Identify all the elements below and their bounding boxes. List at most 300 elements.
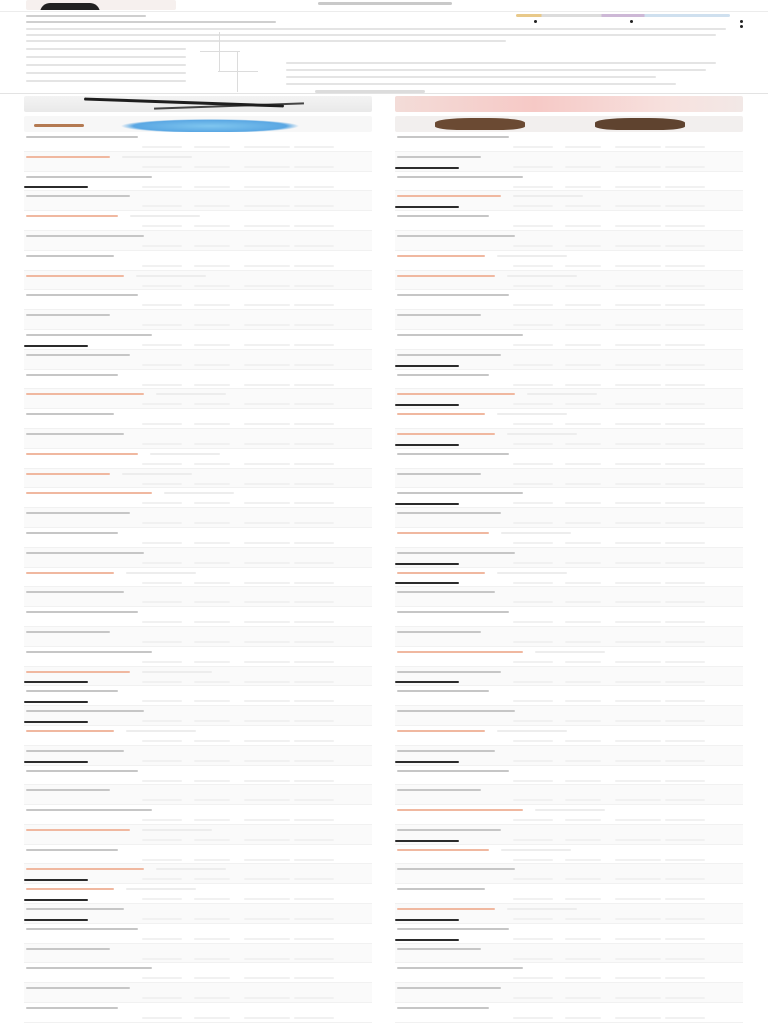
- row-cell: [615, 878, 661, 880]
- row-cell: [665, 997, 705, 999]
- list-row[interactable]: [395, 528, 743, 548]
- list-row[interactable]: [24, 845, 372, 865]
- row-cell: [513, 859, 553, 861]
- row-cell: [194, 740, 230, 742]
- header-tab-strip[interactable]: [315, 90, 425, 93]
- list-row[interactable]: [24, 409, 372, 429]
- row-cell: [244, 443, 290, 445]
- row-cell: [294, 205, 334, 207]
- list-row[interactable]: [24, 370, 372, 390]
- list-row[interactable]: [395, 568, 743, 588]
- header-text-line: [26, 40, 506, 42]
- row-cell: [294, 799, 334, 801]
- row-cell: [665, 443, 705, 445]
- row-cell: [142, 859, 182, 861]
- row-cell: [194, 146, 230, 148]
- marker-dot: [630, 20, 633, 23]
- row-cell: [142, 205, 182, 207]
- header-text-line: [26, 64, 186, 66]
- row-cell: [565, 324, 601, 326]
- row-label: [397, 591, 495, 593]
- row-cell: [142, 443, 182, 445]
- row-cell: [194, 839, 230, 841]
- row-detail: [535, 809, 605, 811]
- row-detail: [535, 651, 605, 653]
- row-cell: [665, 740, 705, 742]
- list-row[interactable]: [24, 884, 372, 904]
- row-cell: [565, 839, 601, 841]
- row-cell: [194, 977, 230, 979]
- row-cell: [615, 423, 661, 425]
- row-cell: [565, 285, 601, 287]
- list-row[interactable]: [24, 587, 372, 607]
- row-cell: [615, 205, 661, 207]
- row-cell: [194, 661, 230, 663]
- row-cell: [615, 285, 661, 287]
- list-row[interactable]: [395, 488, 743, 508]
- row-label: [26, 235, 144, 237]
- list-row[interactable]: [395, 429, 743, 449]
- list-row[interactable]: [395, 449, 743, 469]
- row-cell: [294, 364, 334, 366]
- row-cell: [244, 1017, 290, 1019]
- list-row[interactable]: [24, 726, 372, 746]
- row-detail: [527, 393, 597, 395]
- row-cell: [513, 205, 553, 207]
- list-row[interactable]: [395, 607, 743, 627]
- row-label: [26, 512, 130, 514]
- row-cell: [665, 304, 705, 306]
- row-cell: [244, 403, 290, 405]
- row-label: [397, 809, 523, 811]
- row-cell: [142, 720, 182, 722]
- list-row[interactable]: [24, 785, 372, 805]
- list-row[interactable]: [24, 667, 372, 687]
- row-label: [26, 176, 152, 178]
- row-cell: [513, 522, 553, 524]
- row-label: [397, 314, 481, 316]
- list-row[interactable]: [24, 746, 372, 766]
- row-label: [26, 1007, 118, 1009]
- list-row[interactable]: [24, 251, 372, 271]
- list-row[interactable]: [24, 825, 372, 845]
- row-cell: [142, 878, 182, 880]
- list-row[interactable]: [24, 924, 372, 944]
- list-row[interactable]: [395, 290, 743, 310]
- list-row[interactable]: [24, 449, 372, 469]
- list-row[interactable]: [395, 330, 743, 350]
- row-cell: [665, 799, 705, 801]
- row-cell: [665, 146, 705, 148]
- list-row[interactable]: [24, 152, 372, 172]
- header-color-strip: [516, 14, 730, 17]
- row-cell: [294, 938, 334, 940]
- list-row[interactable]: [24, 132, 372, 152]
- list-row[interactable]: [395, 409, 743, 429]
- list-row[interactable]: [395, 389, 743, 409]
- row-cell: [244, 364, 290, 366]
- row-cell: [665, 898, 705, 900]
- row-cell: [194, 898, 230, 900]
- row-cell: [665, 364, 705, 366]
- row-cell: [294, 958, 334, 960]
- row-cell: [565, 681, 601, 683]
- row-cell: [665, 562, 705, 564]
- row-cell: [142, 384, 182, 386]
- list-row[interactable]: [24, 864, 372, 884]
- row-label: [26, 195, 130, 197]
- row-label: [26, 671, 130, 673]
- row-cell: [565, 463, 601, 465]
- row-label: [26, 334, 152, 336]
- row-cell: [194, 601, 230, 603]
- row-cell: [615, 740, 661, 742]
- row-cell: [513, 621, 553, 623]
- list-row[interactable]: [24, 963, 372, 983]
- list-row[interactable]: [395, 667, 743, 687]
- row-cell: [565, 760, 601, 762]
- list-row[interactable]: [24, 607, 372, 627]
- right-column: [395, 96, 743, 1023]
- row-cell: [615, 364, 661, 366]
- row-cell: [194, 265, 230, 267]
- row-label: [26, 591, 124, 593]
- row-cell: [565, 186, 601, 188]
- row-cell: [244, 918, 290, 920]
- header-text-line: [26, 56, 186, 58]
- row-cell: [194, 166, 230, 168]
- list-row[interactable]: [24, 191, 372, 211]
- list-row[interactable]: [24, 172, 372, 192]
- list-row[interactable]: [395, 152, 743, 172]
- row-label: [26, 730, 114, 732]
- row-cell: [142, 502, 182, 504]
- row-cell: [142, 245, 182, 247]
- row-cell: [142, 958, 182, 960]
- row-cell: [565, 443, 601, 445]
- list-row[interactable]: [24, 548, 372, 568]
- list-row[interactable]: [395, 963, 743, 983]
- row-detail: [497, 255, 567, 257]
- list-row[interactable]: [395, 191, 743, 211]
- list-row[interactable]: [395, 172, 743, 192]
- header-text-line: [286, 83, 676, 85]
- top-bar-thumbnail[interactable]: [26, 0, 176, 10]
- row-cell: [615, 681, 661, 683]
- row-cell: [244, 700, 290, 702]
- row-label: [397, 334, 523, 336]
- header-text-line: [26, 34, 716, 36]
- list-row[interactable]: [24, 429, 372, 449]
- row-label: [26, 631, 110, 633]
- list-row[interactable]: [395, 211, 743, 231]
- row-cell: [513, 423, 553, 425]
- row-label: [26, 572, 114, 574]
- row-cell: [513, 681, 553, 683]
- row-cell: [565, 423, 601, 425]
- row-label: [26, 789, 110, 791]
- row-cell: [244, 898, 290, 900]
- row-underline: [24, 681, 88, 683]
- row-cell: [294, 859, 334, 861]
- row-cell: [665, 582, 705, 584]
- list-row[interactable]: [24, 706, 372, 726]
- row-label: [26, 928, 138, 930]
- list-row[interactable]: [24, 389, 372, 409]
- list-row[interactable]: [24, 627, 372, 647]
- row-cell: [294, 344, 334, 346]
- list-row[interactable]: [395, 766, 743, 786]
- list-row[interactable]: [395, 726, 743, 746]
- row-cell: [294, 324, 334, 326]
- row-cell: [244, 720, 290, 722]
- row-cell: [244, 245, 290, 247]
- row-cell: [513, 403, 553, 405]
- row-cell: [615, 661, 661, 663]
- left-column-image-top[interactable]: [24, 96, 372, 112]
- row-cell: [513, 760, 553, 762]
- row-cell: [142, 304, 182, 306]
- list-row[interactable]: [395, 350, 743, 370]
- row-detail: [126, 730, 196, 732]
- row-cell: [142, 601, 182, 603]
- row-cell: [142, 898, 182, 900]
- list-row[interactable]: [24, 766, 372, 786]
- row-cell: [565, 621, 601, 623]
- row-cell: [142, 542, 182, 544]
- row-label: [397, 374, 489, 376]
- list-row[interactable]: [395, 864, 743, 884]
- list-row[interactable]: [395, 785, 743, 805]
- row-cell: [615, 324, 661, 326]
- row-detail: [164, 492, 234, 494]
- list-row[interactable]: [24, 350, 372, 370]
- list-row[interactable]: [395, 884, 743, 904]
- row-cell: [615, 562, 661, 564]
- list-row[interactable]: [24, 231, 372, 251]
- row-cell: [294, 542, 334, 544]
- row-cell: [244, 839, 290, 841]
- row-cell: [294, 423, 334, 425]
- row-cell: [665, 621, 705, 623]
- row-label: [397, 136, 509, 138]
- row-cell: [565, 819, 601, 821]
- row-cell: [294, 483, 334, 485]
- list-row[interactable]: [395, 271, 743, 291]
- row-cell: [194, 681, 230, 683]
- row-cell: [142, 582, 182, 584]
- header-text-line: [26, 21, 276, 23]
- row-cell: [194, 186, 230, 188]
- row-detail: [507, 433, 577, 435]
- row-cell: [615, 1017, 661, 1019]
- row-cell: [244, 166, 290, 168]
- list-row[interactable]: [395, 310, 743, 330]
- row-cell: [513, 186, 553, 188]
- row-cell: [194, 938, 230, 940]
- list-row[interactable]: [24, 1003, 372, 1023]
- row-cell: [513, 601, 553, 603]
- row-cell: [565, 641, 601, 643]
- row-underline: [395, 681, 459, 683]
- row-cell: [194, 582, 230, 584]
- row-cell: [513, 265, 553, 267]
- row-label: [26, 948, 110, 950]
- list-row[interactable]: [24, 904, 372, 924]
- row-cell: [615, 304, 661, 306]
- row-cell: [244, 938, 290, 940]
- row-cell: [615, 225, 661, 227]
- row-label: [397, 987, 501, 989]
- row-underline: [395, 444, 459, 446]
- row-cell: [615, 601, 661, 603]
- row-cell: [665, 938, 705, 940]
- row-cell: [294, 898, 334, 900]
- list-row[interactable]: [395, 1003, 743, 1023]
- row-cell: [615, 443, 661, 445]
- row-cell: [244, 958, 290, 960]
- list-row[interactable]: [24, 271, 372, 291]
- row-cell: [244, 799, 290, 801]
- list-row[interactable]: [395, 370, 743, 390]
- row-cell: [665, 700, 705, 702]
- row-cell: [665, 324, 705, 326]
- row-cell: [244, 384, 290, 386]
- list-row[interactable]: [395, 647, 743, 667]
- header-text-line: [286, 69, 706, 71]
- row-cell: [565, 483, 601, 485]
- list-row[interactable]: [395, 904, 743, 924]
- row-label: [397, 176, 523, 178]
- row-detail: [142, 829, 212, 831]
- list-row[interactable]: [395, 627, 743, 647]
- row-cell: [294, 403, 334, 405]
- row-cell: [615, 502, 661, 504]
- row-cell: [513, 641, 553, 643]
- right-column-image-top[interactable]: [395, 96, 743, 112]
- list-row[interactable]: [395, 845, 743, 865]
- row-cell: [565, 245, 601, 247]
- right-column-image-bottom[interactable]: [395, 116, 743, 132]
- row-underline: [395, 919, 459, 921]
- row-label: [397, 235, 515, 237]
- row-cell: [194, 760, 230, 762]
- row-cell: [513, 799, 553, 801]
- list-row[interactable]: [395, 508, 743, 528]
- row-detail: [122, 473, 192, 475]
- row-cell: [565, 1017, 601, 1019]
- list-row[interactable]: [24, 568, 372, 588]
- row-cell: [294, 186, 334, 188]
- row-cell: [513, 483, 553, 485]
- row-cell: [142, 285, 182, 287]
- list-row[interactable]: [24, 983, 372, 1003]
- row-cell: [565, 601, 601, 603]
- list-row[interactable]: [24, 508, 372, 528]
- row-cell: [244, 285, 290, 287]
- list-row[interactable]: [24, 528, 372, 548]
- row-cell: [615, 918, 661, 920]
- list-row[interactable]: [395, 746, 743, 766]
- row-cell: [615, 760, 661, 762]
- list-row[interactable]: [24, 805, 372, 825]
- list-row[interactable]: [395, 548, 743, 568]
- list-row[interactable]: [395, 251, 743, 271]
- row-label: [26, 552, 144, 554]
- row-cell: [142, 562, 182, 564]
- row-cell: [142, 780, 182, 782]
- row-cell: [294, 601, 334, 603]
- list-row[interactable]: [24, 944, 372, 964]
- list-row[interactable]: [395, 805, 743, 825]
- row-label: [397, 948, 481, 950]
- row-cell: [665, 423, 705, 425]
- list-row[interactable]: [24, 211, 372, 231]
- row-cell: [615, 720, 661, 722]
- list-row[interactable]: [24, 290, 372, 310]
- row-label: [26, 868, 144, 870]
- row-cell: [294, 463, 334, 465]
- row-underline: [24, 186, 88, 188]
- row-cell: [194, 562, 230, 564]
- row-cell: [615, 641, 661, 643]
- list-row[interactable]: [24, 310, 372, 330]
- row-cell: [513, 740, 553, 742]
- row-cell: [142, 681, 182, 683]
- row-cell: [294, 1017, 334, 1019]
- row-label: [397, 473, 481, 475]
- row-cell: [513, 878, 553, 880]
- list-row[interactable]: [395, 825, 743, 845]
- row-label: [397, 730, 485, 732]
- row-label: [26, 354, 130, 356]
- list-row[interactable]: [395, 132, 743, 152]
- list-row[interactable]: [395, 469, 743, 489]
- row-underline: [395, 167, 459, 169]
- list-row[interactable]: [395, 587, 743, 607]
- row-cell: [565, 977, 601, 979]
- list-row[interactable]: [395, 944, 743, 964]
- row-label: [397, 829, 501, 831]
- list-row[interactable]: [24, 469, 372, 489]
- header-text-line: [26, 72, 186, 74]
- list-row[interactable]: [395, 231, 743, 251]
- row-cell: [294, 839, 334, 841]
- left-column-image-bottom[interactable]: [24, 116, 372, 132]
- row-cell: [194, 463, 230, 465]
- row-cell: [615, 483, 661, 485]
- list-row[interactable]: [24, 686, 372, 706]
- row-underline: [24, 721, 88, 723]
- row-label: [397, 552, 515, 554]
- list-row[interactable]: [395, 686, 743, 706]
- list-row[interactable]: [395, 983, 743, 1003]
- row-label: [397, 928, 509, 930]
- list-row[interactable]: [24, 488, 372, 508]
- list-row[interactable]: [24, 330, 372, 350]
- row-cell: [294, 661, 334, 663]
- row-cell: [194, 304, 230, 306]
- row-detail: [142, 671, 212, 673]
- list-row[interactable]: [395, 924, 743, 944]
- marker-dot: [740, 25, 743, 28]
- list-row[interactable]: [24, 647, 372, 667]
- list-row[interactable]: [395, 706, 743, 726]
- row-cell: [294, 621, 334, 623]
- row-cell: [665, 403, 705, 405]
- row-cell: [565, 582, 601, 584]
- row-detail: [156, 868, 226, 870]
